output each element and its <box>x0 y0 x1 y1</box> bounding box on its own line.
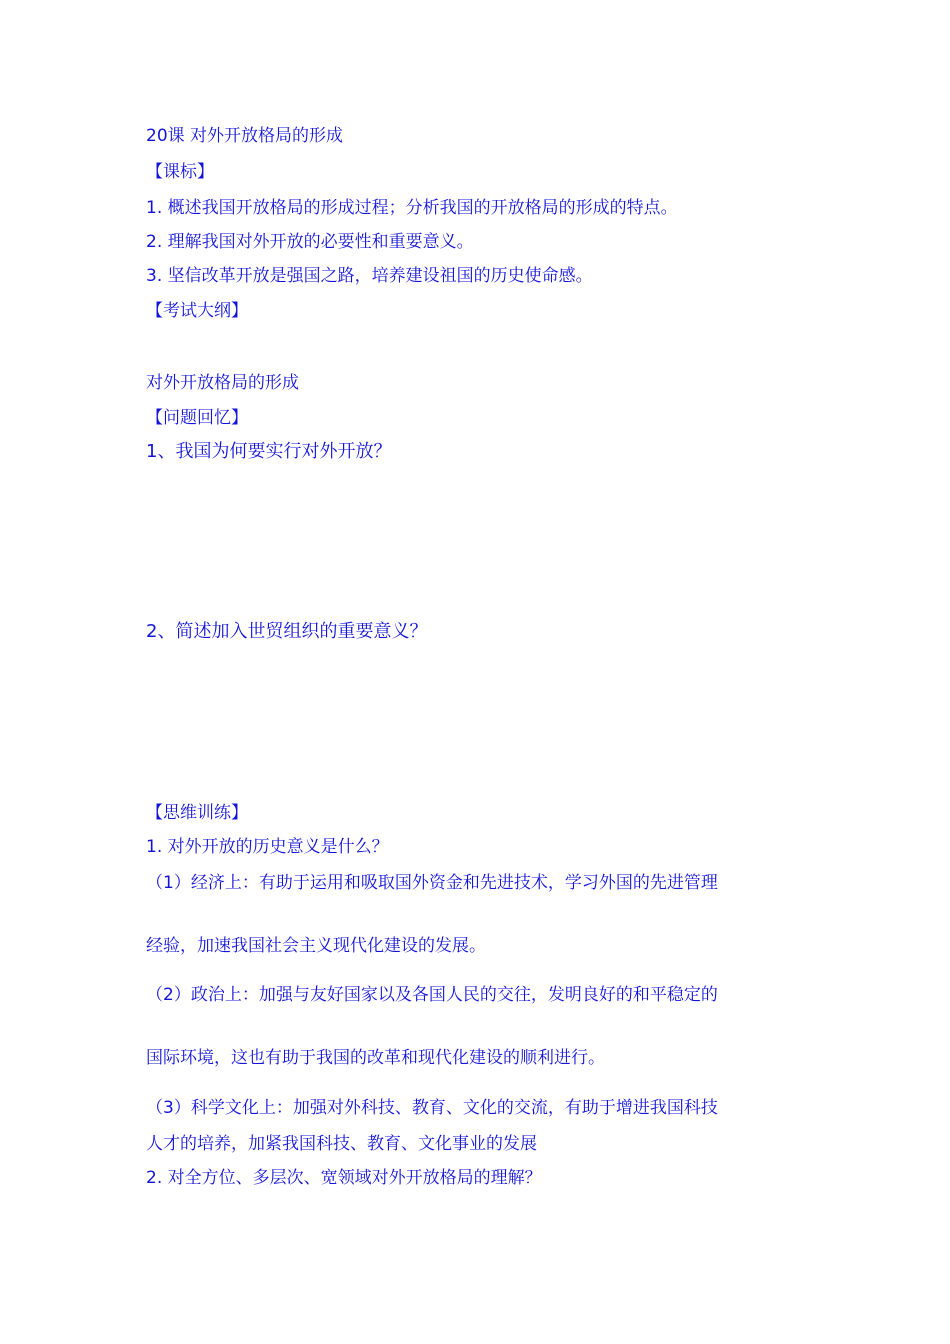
review-header: 【问题回忆】 <box>146 408 248 428</box>
training-answer-line: （3）科学文化上：加强对外科技、教育、文化的交流，有助于增进我国科技 <box>146 1098 718 1118</box>
curriculum-header: 【课标】 <box>146 162 214 182</box>
review-question: 1、我国为何要实行对外开放？ <box>146 441 392 462</box>
training-answer-line: （1）经济上：有助于运用和吸取国外资金和先进技术，学习外国的先进管理 <box>146 873 718 893</box>
training-answer-line: 人才的培养，加紧我国科技、教育、文化事业的发展 <box>146 1134 537 1154</box>
curriculum-item: 1. 概述我国开放格局的形成过程；分析我国的开放格局的形成的特点。 <box>146 198 678 218</box>
training-header: 【思维训练】 <box>146 803 248 823</box>
training-question: 2. 对全方位、多层次、宽领域对外开放格局的理解？ <box>146 1168 542 1188</box>
training-answer-line: 国际环境，这也有助于我国的改革和现代化建设的顺利进行。 <box>146 1048 605 1068</box>
training-answer-line: 经验，加速我国社会主义现代化建设的发展。 <box>146 936 486 956</box>
document-title: 20课 对外开放格局的形成 <box>146 126 344 146</box>
training-answer-line: （2）政治上：加强与友好国家以及各国人民的交往，发明良好的和平稳定的 <box>146 985 718 1005</box>
exam-topic: 对外开放格局的形成 <box>146 373 299 393</box>
training-question: 1. 对外开放的历史意义是什么？ <box>146 837 389 857</box>
curriculum-item: 3. 坚信改革开放是强国之路，培养建设祖国的历史使命感。 <box>146 266 593 286</box>
review-question: 2、简述加入世贸组织的重要意义？ <box>146 621 428 642</box>
exam-header: 【考试大纲】 <box>146 301 248 321</box>
curriculum-item: 2. 理解我国对外开放的必要性和重要意义。 <box>146 232 474 252</box>
